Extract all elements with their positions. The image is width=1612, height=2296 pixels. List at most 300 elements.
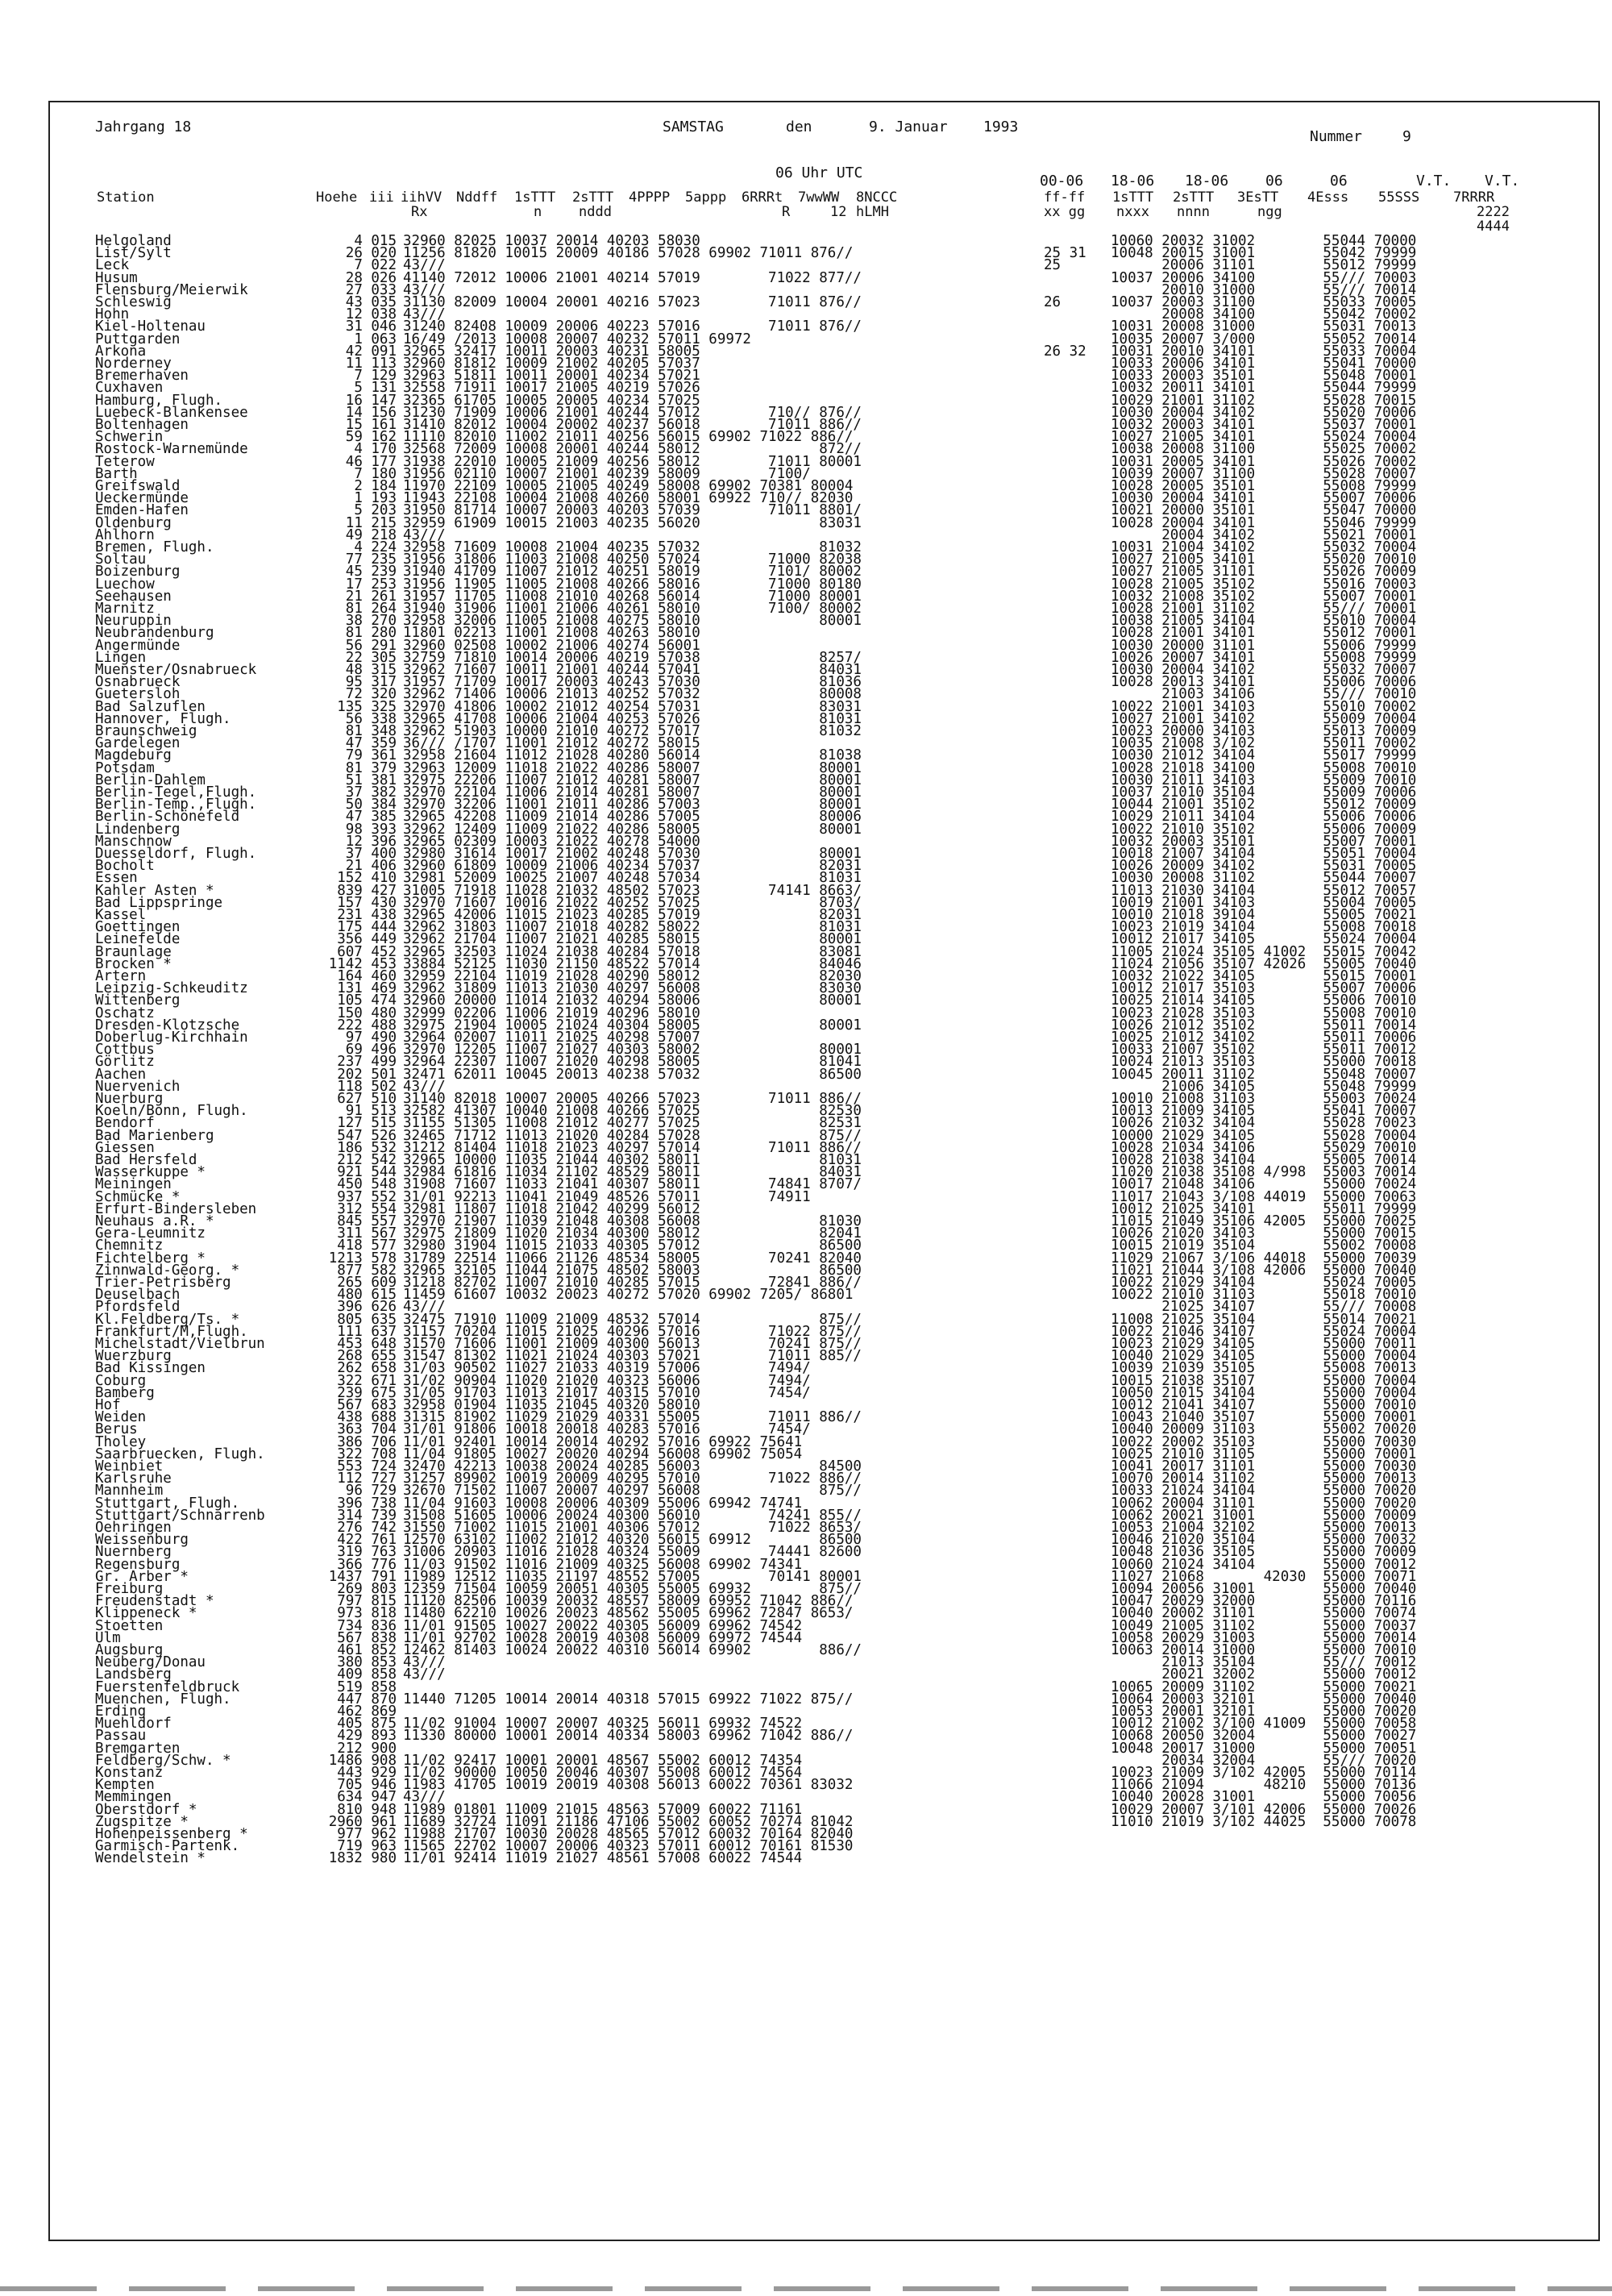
station-name: Bad Kissingen: [95, 1360, 206, 1377]
col-8nccc-sub: hLMH: [856, 204, 889, 220]
station-elevation-id: 15 161: [345, 417, 397, 433]
extreme-groups: 10012 21017 34105 55024 70004: [1111, 931, 1417, 948]
station-elevation-id: 366 776: [337, 1556, 397, 1573]
station-name: Guetersloh: [95, 686, 181, 703]
extreme-groups: 10026 21032 34104 55028 70023: [1111, 1115, 1417, 1132]
station-elevation-id: 96 729: [345, 1483, 397, 1499]
date-label: 9. Januar: [869, 119, 948, 135]
station-name: Flensburg/Meierwik: [95, 281, 248, 298]
station-elevation-id: 237 499: [337, 1054, 397, 1071]
station-name: Berus: [95, 1421, 138, 1438]
station-name: Essen: [95, 870, 138, 887]
extreme-groups: 10012 21002 3/100 41009 55000 70058: [1111, 1716, 1417, 1732]
extreme-groups: 10027 21005 34101 55020 70010: [1111, 551, 1417, 568]
station-elevation-id: 21 261: [345, 588, 397, 605]
station-name: Doberlug-Kirchhain: [95, 1029, 248, 1046]
station-elevation-id: 567 838: [337, 1629, 397, 1646]
synop-groups: 32670 71502 11007 20007 40297 56008 875//: [403, 1483, 862, 1499]
wind-ff-groups: 26 32: [1044, 343, 1086, 360]
synop-groups: 32365 61705 10005 20005 40234 57025: [403, 392, 700, 409]
extreme-groups: 20004 34102 55021 70001: [1111, 526, 1417, 543]
extreme-groups: 10035 21008 3/102 55011 70002: [1111, 735, 1417, 752]
station-name: Berlin-Dahlem: [95, 772, 206, 788]
extreme-groups: 10027 21001 34102 55009 70004: [1111, 710, 1417, 727]
station-elevation-id: 26 020: [345, 245, 397, 262]
station-name: Stuttgart/Schnarrenb: [95, 1507, 265, 1524]
station-name: Neuruppin: [95, 613, 172, 630]
station-elevation-id: 634 947: [337, 1789, 397, 1806]
station-elevation-id: 734 836: [337, 1617, 397, 1634]
synop-groups: 31/01 92213 11041 21049 48526 57011 74911: [403, 1188, 811, 1205]
synop-groups: 32965 42208 11009 21014 40286 57005 80006: [403, 809, 862, 826]
extreme-groups: 20021 32002 55000 70012: [1111, 1666, 1417, 1683]
extreme-groups: 10043 21040 35107 55000 70001: [1111, 1409, 1417, 1426]
station-elevation-id: 14 156: [345, 404, 397, 421]
station-name: Bad Hersfeld: [95, 1152, 197, 1168]
synop-groups: 32962 71607 10011 21001 40244 57041 84031: [403, 662, 862, 678]
synop-groups: 32958 71609 10008 21004 40235 57032 81032: [403, 539, 862, 555]
station-elevation-id: 212 542: [337, 1152, 397, 1168]
station-name: Teterow: [95, 453, 155, 470]
station-name: Kiel-Holtenau: [95, 318, 206, 335]
synop-groups: 11/02 90000 10050 20046 40307 55008 60012 74564: [403, 1765, 803, 1781]
station-name: Karlsruhe: [95, 1470, 172, 1487]
station-elevation-id: 11 113: [345, 356, 397, 372]
station-elevation-id: 157 430: [337, 894, 397, 911]
station-elevation-id: 363 704: [337, 1421, 397, 1438]
station-name: Michelstadt/Vielbrun: [95, 1336, 265, 1352]
synop-groups: 31155 51305 11008 21012 40277 57025 82531: [403, 1115, 862, 1132]
station-name: Landsberg: [95, 1666, 172, 1683]
extreme-groups: 10039 20007 31100 55028 70007: [1111, 465, 1417, 482]
extreme-groups: 10023 21028 35103 55008 70010: [1111, 1004, 1417, 1021]
station-name: Leck: [95, 257, 130, 274]
extreme-groups: 10033 20003 35101 55048 70001: [1111, 368, 1417, 385]
synop-groups: 11983 41705 10019 20019 40308 56013 60022 70361 83032: [403, 1777, 854, 1794]
station-name: Wuerzburg: [95, 1348, 172, 1365]
synop-groups: 32970 22104 11006 21014 40281 58007 80001: [403, 784, 862, 801]
station-name: Weissenburg: [95, 1532, 189, 1549]
station-name: Muehldorf: [95, 1716, 172, 1732]
synop-groups: 11988 21707 10030 20028 48565 57012 60032 70164 82040: [403, 1826, 854, 1842]
synop-groups: 32964 22307 11007 21020 40298 58005 81041: [403, 1054, 862, 1071]
synop-groups: 41140 72012 10006 21001 40214 57019 71022 877//: [403, 269, 862, 286]
extreme-groups: 11008 21025 35104 55014 70021: [1111, 1311, 1417, 1328]
extreme-groups: 10019 21001 34103 55004 70005: [1111, 894, 1417, 911]
station-name: Bendorf: [95, 1115, 155, 1132]
extreme-groups: 10013 21009 34105 55041 70007: [1111, 1103, 1417, 1120]
station-elevation-id: 810 948: [337, 1801, 397, 1818]
synop-groups: 31940 41709 11007 21012 40251 58019 7101/ 80002: [403, 564, 862, 580]
station-elevation-id: 265 609: [337, 1275, 397, 1291]
synop-groups: 31240 82408 10009 20006 40223 57016 71011 876//: [403, 318, 862, 335]
station-name: Norderney: [95, 356, 172, 372]
col-1sttt-sub: n: [534, 204, 542, 220]
col-7wwww-header: 7wwWW: [798, 189, 840, 206]
station-name: Schmücke *: [95, 1188, 181, 1205]
weekday-label: SAMSTAG: [663, 119, 724, 135]
synop-groups: 12462 81403 10024 20022 40310 56014 69902 886//: [403, 1642, 862, 1658]
station-name: Nuerburg: [95, 1091, 164, 1107]
hour-06-header-a: 06: [1265, 173, 1283, 189]
extreme-groups: 10025 21014 34105 55006 70010: [1111, 992, 1417, 1009]
extreme-groups: 10012 21041 34107 55000 70010: [1111, 1397, 1417, 1413]
station-elevation-id: 447 870: [337, 1691, 397, 1707]
station-name: Passau: [95, 1728, 147, 1745]
extreme-groups: 20034 32004 55/// 70020: [1111, 1752, 1417, 1769]
synop-groups: 43///: [403, 1666, 446, 1683]
station-elevation-id: 48 315: [345, 662, 397, 678]
col-iii-header: iii: [369, 189, 394, 206]
synop-groups: 43///: [403, 1654, 446, 1671]
extreme-groups: 10030 20004 34102 55032 70007: [1111, 662, 1417, 678]
col-55sss-header: 55SSS: [1378, 189, 1420, 206]
extreme-groups: 10033 20006 34101 55041 70000: [1111, 356, 1417, 372]
station-elevation-id: 462 869: [337, 1703, 397, 1720]
station-name: Braunschweig: [95, 723, 197, 739]
station-elevation-id: 11 215: [345, 514, 397, 531]
col-station-header: Station: [97, 189, 155, 206]
station-name: Regensburg: [95, 1556, 181, 1573]
station-name: Wendelstein *: [95, 1850, 206, 1867]
station-name: Ueckermünde: [95, 490, 189, 507]
station-name: Pfordsfeld: [95, 1299, 181, 1316]
extreme-groups: 10062 20021 31001 55000 70009: [1111, 1507, 1417, 1524]
vt-header-1: V.T.: [1416, 173, 1452, 189]
extreme-groups: 10068 20050 32004 55000 70027: [1111, 1728, 1417, 1745]
extreme-groups: 10023 21029 34105 55000 70011: [1111, 1336, 1417, 1352]
synop-groups: 31789 22514 11066 21126 48534 58005 70241 82040: [403, 1250, 862, 1267]
synop-groups: 31940 31906 11001 21006 40261 58010 7100/ 80002: [403, 601, 862, 617]
col-7rrrr-sub: 2222: [1477, 204, 1510, 220]
extreme-groups: 10037 21010 35104 55009 70006: [1111, 784, 1417, 801]
synop-groups: 43///: [403, 281, 446, 298]
station-elevation-id: 56 291: [345, 637, 397, 654]
station-elevation-id: 12 038: [345, 306, 397, 323]
station-elevation-id: 567 683: [337, 1397, 397, 1413]
station-name: Weinbiet: [95, 1458, 164, 1475]
station-name: Aachen: [95, 1066, 147, 1083]
station-elevation-id: 77 235: [345, 551, 397, 568]
station-name: Bremgarten: [95, 1740, 181, 1757]
station-elevation-id: 47 359: [345, 735, 397, 752]
extreme-groups: 10024 21013 35103 55000 70018: [1111, 1054, 1417, 1071]
volume-label: Jahrgang 18: [95, 119, 192, 135]
synop-groups: 32964 02007 11011 21025 40298 57007: [403, 1029, 700, 1046]
extreme-groups: 10028 20005 35101 55008 79999: [1111, 478, 1417, 494]
extreme-groups: 11020 21038 35108 4/998 55003 70014: [1111, 1164, 1417, 1181]
synop-groups: 32970 12205 11007 21027 40303 58002 80001: [403, 1042, 862, 1059]
extreme-groups: 11021 21044 3/108 42006 55000 70040: [1111, 1262, 1417, 1279]
synop-groups: 32471 62011 10045 20013 40238 57032 86500: [403, 1066, 862, 1083]
station-name: Bad Lippspringe: [95, 894, 223, 911]
wind-ff-groups: 25: [1044, 257, 1062, 274]
station-elevation-id: 37 400: [345, 846, 397, 862]
station-name: Bremerhaven: [95, 368, 189, 385]
period-0006-header: 00-06: [1040, 173, 1084, 189]
synop-groups: 11120 82506 10039 20032 48557 58009 69952 71042 886//: [403, 1593, 854, 1610]
station-elevation-id: 429 893: [337, 1728, 397, 1745]
synop-groups: 31547 81302 11021 21024 40303 57021 71011 885//: [403, 1348, 862, 1365]
synop-groups: 11459 61607 10032 20023 40272 57020 69902 7205/ 86801: [403, 1287, 854, 1304]
station-elevation-id: 422 761: [337, 1532, 397, 1549]
station-elevation-id: 97 490: [345, 1029, 397, 1046]
station-name: Weiden: [95, 1409, 147, 1426]
station-name: Tholey: [95, 1433, 147, 1450]
station-name: Arkona: [95, 343, 147, 360]
station-elevation-id: 49 218: [345, 526, 397, 543]
station-name: Emden-Hafen: [95, 502, 189, 519]
extreme-groups: 10029 21011 34104 55006 70006: [1111, 809, 1417, 826]
synop-groups: 31140 82018 10007 20005 40266 57023 71011 886//: [403, 1091, 862, 1107]
station-elevation-id: 17 253: [345, 576, 397, 593]
extreme-groups: 10094 20056 31001 55000 70040: [1111, 1581, 1417, 1597]
extreme-groups: 10040 20028 31001 55000 70056: [1111, 1789, 1417, 1806]
synop-groups: 31257 89902 10019 20009 40295 57010 71022 886//: [403, 1470, 862, 1487]
col-3estt-sub: ngg: [1257, 204, 1282, 220]
extreme-groups: 10060 20032 31002 55044 70000: [1111, 233, 1417, 249]
station-name: Brocken *: [95, 955, 172, 972]
synop-groups: 32962 31803 11007 21018 40282 58022 81031: [403, 919, 862, 936]
station-elevation-id: 839 427: [337, 882, 397, 899]
extreme-groups: 10026 21020 34103 55000 70015: [1111, 1225, 1417, 1242]
synop-groups: 11989 01801 11009 21015 48563 57009 60022 71161: [403, 1801, 803, 1818]
station-name: Hamburg, Flugh.: [95, 392, 223, 409]
synop-groups: 36/// /1707 11001 21012 40272 58015: [403, 735, 700, 752]
station-elevation-id: 81 280: [345, 625, 397, 642]
extreme-groups: 11015 21049 35106 42005 55000 70025: [1111, 1213, 1417, 1229]
station-name: Bad Marienberg: [95, 1127, 214, 1144]
station-elevation-id: 46 177: [345, 453, 397, 470]
station-name: Cottbus: [95, 1042, 155, 1059]
synop-groups: 32975 21809 11020 21034 40300 58012 82041: [403, 1225, 862, 1242]
synop-groups: 32963 12009 11018 21022 40286 58007 80001: [403, 759, 862, 776]
synop-groups: 32960 61809 10009 21006 40234 57037 82031: [403, 858, 862, 875]
station-name: Nuervenich: [95, 1078, 181, 1095]
extreme-groups: 10012 21025 34101 55011 79999: [1111, 1200, 1417, 1217]
station-name: Mannheim: [95, 1483, 164, 1499]
station-name: Stuttgart, Flugh.: [95, 1495, 240, 1512]
station-name: Helgoland: [95, 233, 172, 249]
station-name: Erding: [95, 1703, 147, 1720]
synop-groups: 32975 21904 10005 21024 40304 58005 80001: [403, 1017, 862, 1034]
station-elevation-id: 396 738: [337, 1495, 397, 1512]
station-elevation-id: 2 184: [354, 478, 397, 494]
station-elevation-id: 547 526: [337, 1127, 397, 1144]
synop-groups: 11989 12512 11035 21197 48552 57005 70141 80001: [403, 1568, 862, 1585]
station-elevation-id: 845 557: [337, 1213, 397, 1229]
extreme-groups: 10060 21024 34104 55000 70012: [1111, 1556, 1417, 1573]
station-elevation-id: 111 637: [337, 1323, 397, 1340]
extreme-groups: 10028 21018 34100 55008 70010: [1111, 759, 1417, 776]
extreme-groups: 10037 20006 34100 55/// 70003: [1111, 269, 1417, 286]
station-name: Hof: [95, 1397, 121, 1413]
station-name: Oschatz: [95, 1004, 155, 1021]
station-elevation-id: 262 658: [337, 1360, 397, 1377]
station-name: Angermünde: [95, 637, 181, 654]
synop-groups: 11110 82010 11002 21011 40256 56015 69902 71022 886//: [403, 429, 854, 446]
extreme-groups: 10040 20009 31103 55002 70020: [1111, 1421, 1417, 1438]
station-name: Artern: [95, 968, 147, 984]
station-name: Gr. Arber *: [95, 1568, 189, 1585]
extreme-groups: 10032 20003 34101 55037 70001: [1111, 417, 1417, 433]
synop-groups: 31550 71002 11015 21001 40306 57012 71022 8653/: [403, 1520, 862, 1536]
station-elevation-id: 239 675: [337, 1384, 397, 1401]
station-elevation-id: 322 708: [337, 1445, 397, 1462]
synop-groups: 11/02 91004 10007 20007 40325 56011 69932 74522: [403, 1716, 803, 1732]
synop-groups: 32965 10000 11035 21044 40302 58011 81031: [403, 1152, 862, 1168]
synop-groups: 11480 62210 10026 20023 48562 55005 69962 72847 8653/: [403, 1605, 854, 1622]
synop-groups: 32962 51903 10000 21010 40272 57017 81032: [403, 723, 862, 739]
extreme-groups: 21003 34106 55/// 70010: [1111, 686, 1417, 703]
station-elevation-id: 175 444: [337, 919, 397, 936]
extreme-groups: 10022 21001 34103 55010 70002: [1111, 698, 1417, 715]
extreme-groups: 21013 35104 55/// 70012: [1111, 1654, 1417, 1671]
extreme-groups: 10033 21024 34104 55000 70020: [1111, 1483, 1417, 1499]
extreme-groups: 10031 21004 34102 55032 70004: [1111, 539, 1417, 555]
extreme-groups: 10027 21005 34101 55024 70004: [1111, 429, 1417, 446]
station-name: Garmisch-Partenk.: [95, 1838, 240, 1855]
station-elevation-id: 461 852: [337, 1642, 397, 1658]
synop-groups: 12359 71504 10059 20051 40305 55005 69932 875//: [403, 1581, 862, 1597]
extreme-groups: 10025 21012 34102 55011 70006: [1111, 1029, 1417, 1046]
station-elevation-id: 16 147: [345, 392, 397, 409]
extreme-groups: 10021 20000 35101 55047 70000: [1111, 502, 1417, 519]
extreme-groups: 10026 20009 34102 55031 70005: [1111, 858, 1417, 875]
extreme-groups: 10028 21038 34104 55005 70014: [1111, 1152, 1417, 1168]
extreme-groups: 10049 21005 31102 55000 70037: [1111, 1617, 1417, 1634]
extreme-groups: 10030 20008 31102 55044 70007: [1111, 870, 1417, 887]
extreme-groups: 10022 20002 35103 55000 70030: [1111, 1433, 1417, 1450]
extreme-groups: 10050 21015 34104 55000 70004: [1111, 1384, 1417, 1401]
col-4pppp-header: 4PPPP: [629, 189, 671, 206]
station-elevation-id: 719 963: [337, 1838, 397, 1855]
station-name: Kempten: [95, 1777, 155, 1794]
col-7rrrr-sub2: 4444: [1477, 218, 1510, 235]
synop-groups: 32582 41307 10040 21008 40266 57025 82530: [403, 1103, 862, 1120]
synop-groups: 11330 80000 10001 20014 40334 58003 69962 71042 886//: [403, 1728, 854, 1745]
station-elevation-id: 56 338: [345, 710, 397, 727]
synop-groups: 43///: [403, 526, 446, 543]
station-name: Görlitz: [95, 1054, 155, 1071]
station-elevation-id: 135 325: [337, 698, 397, 715]
extreme-groups: 10025 21010 31105 55000 70001: [1111, 1445, 1417, 1462]
extreme-groups: 10030 20000 31101 55006 79999: [1111, 637, 1417, 654]
synop-groups: 31315 81902 11029 21029 40331 55005 71011 886//: [403, 1409, 862, 1426]
extreme-groups: 10038 21005 34104 55010 70004: [1111, 613, 1417, 630]
synop-groups: 32470 42213 10038 20024 40285 56003 84500: [403, 1458, 862, 1475]
station-elevation-id: 519 858: [337, 1678, 397, 1695]
synop-groups: 11689 32724 11091 21186 47106 55002 60052 70274 81042: [403, 1813, 854, 1830]
station-name: Neubrandenburg: [95, 625, 214, 642]
station-elevation-id: 322 671: [337, 1372, 397, 1389]
extreme-groups: 11027 21068 42030 55000 70071: [1111, 1568, 1417, 1585]
station-name: Husum: [95, 269, 138, 286]
synop-groups: 16/49 /2013 10008 20007 40232 57011 69972: [403, 331, 751, 347]
extreme-groups: 10032 20011 34101 55044 79999: [1111, 380, 1417, 397]
synop-groups: 32965 41708 10006 21004 40253 57026 81031: [403, 710, 862, 727]
synop-groups: 32963 51811 10011 20001 40234 57021: [403, 368, 700, 385]
station-name: Hannover, Flugh.: [95, 710, 231, 727]
synop-groups: 31/03 90502 11027 21033 40319 57006 7494/: [403, 1360, 811, 1377]
station-elevation-id: 79 361: [345, 747, 397, 764]
station-elevation-id: 1437 791: [328, 1568, 397, 1585]
station-name: Ulm: [95, 1629, 121, 1646]
station-name: Frankfurt/M,Flugh.: [95, 1323, 248, 1340]
col-1sttt2-header: 1sTTT: [1112, 189, 1154, 206]
col-2sttt2-sub: nnnn: [1177, 204, 1210, 220]
station-name: Soltau: [95, 551, 147, 568]
station-elevation-id: 28 026: [345, 269, 397, 286]
synop-groups: 32465 71712 11013 21020 40284 57028 875//: [403, 1127, 862, 1144]
extreme-groups: 10035 20007 3/000 55052 70014: [1111, 331, 1417, 347]
extreme-groups: 10031 20005 34101 55026 70002: [1111, 453, 1417, 470]
station-name: Stoetten: [95, 1617, 164, 1634]
station-name: Magdeburg: [95, 747, 172, 764]
station-name: Hohenpeissenberg *: [95, 1826, 248, 1842]
extreme-groups: 21025 34107 55/// 70008: [1111, 1299, 1417, 1316]
col-6rrrt-sub: R: [782, 204, 791, 220]
station-name: Boltenhagen: [95, 417, 189, 433]
station-name: Ahlhorn: [95, 526, 155, 543]
extreme-groups: 11013 21030 34104 55012 70057: [1111, 882, 1417, 899]
synop-groups: 32981 52009 10025 21007 40248 57034 81031: [403, 870, 862, 887]
station-elevation-id: 4 224: [354, 539, 397, 555]
station-name: Berlin-Tegel,Flugh.: [95, 784, 257, 801]
synop-groups: 11440 71205 10014 20014 40318 57015 69922 71022 875//: [403, 1691, 854, 1707]
station-name: Freiburg: [95, 1581, 164, 1597]
extreme-groups: 10045 20011 31102 55048 70007: [1111, 1066, 1417, 1083]
synop-groups: 43///: [403, 1078, 446, 1095]
extreme-groups: 10000 21029 34105 55028 70004: [1111, 1127, 1417, 1144]
station-name: Muenchen, Flugh.: [95, 1691, 231, 1707]
col-1sttt2-sub: nxxx: [1116, 204, 1149, 220]
extreme-groups: 10046 21020 35104 55000 70032: [1111, 1532, 1417, 1549]
station-elevation-id: 627 510: [337, 1091, 397, 1107]
synop-groups: 31957 11705 11008 21010 40268 56014 71000 80001: [403, 588, 862, 605]
synop-groups: 11/03 91502 11016 21009 40325 56008 69902 74341: [403, 1556, 803, 1573]
col-7rrrr-header: 7RRRR: [1453, 189, 1495, 206]
col-4esss-header: 4Esss: [1307, 189, 1349, 206]
station-elevation-id: 51 381: [345, 772, 397, 788]
col-8nccc-header: 8NCCC: [856, 189, 898, 206]
synop-groups: 31957 71709 10017 20003 40243 57030 81036: [403, 674, 862, 691]
station-name: Trier-Petrisberg: [95, 1275, 231, 1291]
extreme-groups: 10048 21036 35105 55000 70009: [1111, 1544, 1417, 1561]
station-elevation-id: 7 022: [354, 257, 397, 274]
synop-groups: 11/01 92702 10028 20019 40308 56009 69972 74544: [403, 1629, 803, 1646]
station-elevation-id: 98 393: [345, 821, 397, 838]
station-elevation-id: 5 203: [354, 502, 397, 519]
extreme-groups: 10033 21007 35102 55011 70012: [1111, 1042, 1417, 1059]
extreme-groups: 11010 21019 3/102 44025 55000 70078: [1111, 1813, 1417, 1830]
station-elevation-id: 396 626: [337, 1299, 397, 1316]
station-elevation-id: 450 548: [337, 1176, 397, 1193]
synop-groups: 11970 22109 10005 21005 40249 58008 69902 70381 80004: [403, 478, 854, 494]
station-elevation-id: 212 900: [337, 1740, 397, 1757]
station-name: Seehausen: [95, 588, 172, 605]
synop-groups: 31230 71909 10006 21001 40244 57012 710// 876//: [403, 404, 862, 421]
station-name: Konstanz: [95, 1765, 164, 1781]
station-elevation-id: 418 577: [337, 1237, 397, 1254]
utc-time-header: 06 Uhr UTC: [775, 164, 863, 181]
station-elevation-id: 311 567: [337, 1225, 397, 1242]
station-elevation-id: 797 815: [337, 1593, 397, 1610]
station-elevation-id: 1 063: [354, 331, 397, 347]
synop-groups: 32981 11807 11018 21042 40299 56012: [403, 1200, 700, 1217]
station-name: Memmingen: [95, 1789, 172, 1806]
synop-groups: 11/02 92417 10001 20001 48567 55002 60012 74354: [403, 1752, 803, 1769]
